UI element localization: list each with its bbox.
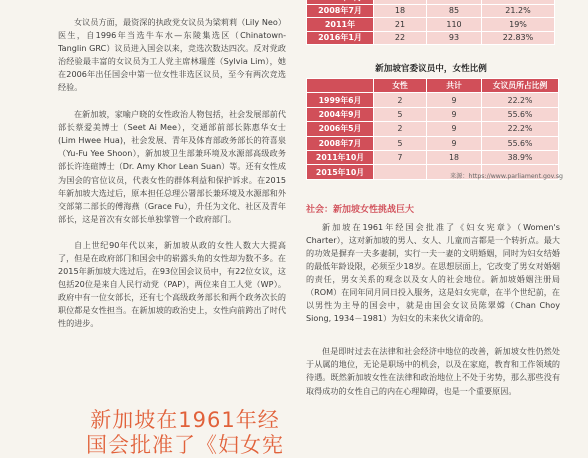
table-cell: 18 (374, 4, 427, 18)
left-column (58, 16, 286, 343)
table-cell: 1999年6月 (307, 93, 374, 107)
table-row (307, 93, 559, 107)
left-paragraph-1: 女议员方面，最资深的执政党女议员为梁莉莉（Lily Neo）医生，自1996年当选牛车水—东陵集选区（Chinatown-Tanglin GRC）议员进入国会以来，竞选次数达四次。反对党政治经验最丰富的女议员为工人党主席林瑞莲（Sylvia Lim），她在2006年出任国会中第一位女性非选区议员，至今有两次竞选经验。 (58, 17, 286, 93)
table-cell: 55.6% (482, 107, 559, 121)
female-mp-table (306, 0, 555, 45)
table-cell: 85 (427, 4, 482, 18)
table-cell: 2006年5月 (307, 122, 374, 136)
left-paragraph-2: 在新加坡，家喻户晓的女性政治人物包括，社会发展部前代部长蔡爱美博士（Seet Ai Mee），交通部前部长陈惠华女士(Lim Hwee Hua)，社会发展、青年及体育部政务部长的符喜泉（Yu-Fu Yee Shoon），新加坡卫生部兼环境及水源部高级政务部长许连碹博士（Dr. Amy Khor Lean Suan）等。还有女性成为国会的官位议员，代表女性的群体利益和保护诉求。在2015年新加坡大选过后，原本担任总理公署部长兼环境及水源部和外交部第二部长的傅海燕（Grace Fu），升任为文化、社区及青年部长，这是首次有女部长单独掌管一个政府部门。 (58, 109, 286, 224)
table-cell: 22.83% (482, 31, 555, 45)
table-header: 女性 (374, 79, 427, 93)
table-cell: 9 (427, 122, 482, 136)
table-header: 共计 (427, 79, 482, 93)
table-cell: 55.6% (482, 136, 559, 150)
right-paragraph-2: 但是即时过去在法律和社会经济中地位的改善，新加坡女性仍然处于从属的地位，无论是职场中的机会，以及在家庭，教育和工作领域的待遇。既然新加坡女性在法律和政治地位上不处于劣势，那么那些没有取得成功的女性自己的内在心理障碍，也是一个重要原因。 (306, 346, 560, 396)
table-row (307, 18, 555, 32)
nominated-mp-table-title: 新加坡官委议员中，女性比例 (375, 64, 487, 74)
table-header-row (307, 79, 559, 93)
table-cell: 9 (427, 93, 482, 107)
table-row (307, 4, 555, 18)
table-cell (374, 165, 427, 179)
table-cell: 2011年 (307, 18, 374, 32)
table-cell: 93 (427, 31, 482, 45)
table-cell: 2016年1月 (307, 31, 374, 45)
table-cell: 5 (374, 107, 427, 121)
table-cell: 21.2% (482, 4, 555, 18)
table-cell: 21 (374, 18, 427, 32)
table-row (307, 122, 559, 136)
table-cell: 2008年7月 (307, 4, 374, 18)
table-cell: 2 (374, 93, 427, 107)
table-header (307, 79, 374, 93)
table-cell: 7 (374, 150, 427, 164)
table-cell: 9 (427, 136, 482, 150)
table-row (307, 136, 559, 150)
table-cell: 110 (427, 18, 482, 32)
table-cell: 22.2% (482, 93, 559, 107)
left-paragraph-3: 自上世纪90年代以来，新加坡从政的女性人数大大提高了，但是在政府部门和国会中的崭露头角的女性却为数不多。在2015年新加坡大选过后，在93位国会议员中，有22位女议，这包括20位是来自人民行动党（PAP），两位来自工人党（WP）。政府中有一位女部长，还有七个高级政务部长和两个政务次长的职位都是女性担当。在新加坡的政治史上，女性向前跨出了时代性的进步。 (58, 239, 286, 328)
table-cell: 2015年10月 (307, 165, 374, 179)
table-row (307, 31, 555, 45)
table-source: 来源：https://www.parliament.gov.sg (450, 173, 563, 180)
table-row (307, 107, 559, 121)
nominated-mp-table (306, 78, 559, 180)
right-column (306, 221, 560, 410)
table-cell: 9 (427, 107, 482, 121)
highlight-quote: 新加坡在1961年经国会批准了《妇女宪 (86, 408, 284, 457)
table-cell: 2 (374, 122, 427, 136)
table-cell: 19% (482, 18, 555, 32)
table-header: 女议员所占比例 (482, 79, 559, 93)
table-row (307, 150, 559, 164)
table-cell: 38.9% (482, 150, 559, 164)
table-cell: 2011年10月 (307, 150, 374, 164)
table-cell: 22.2% (482, 122, 559, 136)
table-cell: 2004年9月 (307, 107, 374, 121)
table-cell: 2008年7月 (307, 136, 374, 150)
table-cell: 18 (427, 150, 482, 164)
table-cell: 22 (374, 31, 427, 45)
table-cell: 5 (374, 136, 427, 150)
right-paragraph-1: 新加坡在1961年经国会批准了《妇女宪章》（Women's Charter），这对新加坡的男人、女人、儿童而言都是一个转折点。最大的功效是摒弃一夫多妻制，实行一夫一妻的文明婚姻，同时为妇女结婚的最低年龄设限，必须至少18岁。在思想层面上，它改变了男女对婚姻的责任，男女关系的观念以及女人的社会地位。新加坡婚姻注册局（ROM）在同年同月同日投入服务，这是妇女宪章，在半个世纪前，在以男性为主导的国会中，就是由国会女议员陈翠嫦（Chan Choy Siong, 1934－1981）为妇女的未来伙父请命的。 (306, 222, 560, 324)
section-heading: 社会：新加坡女性挑战巨大 (306, 205, 415, 215)
